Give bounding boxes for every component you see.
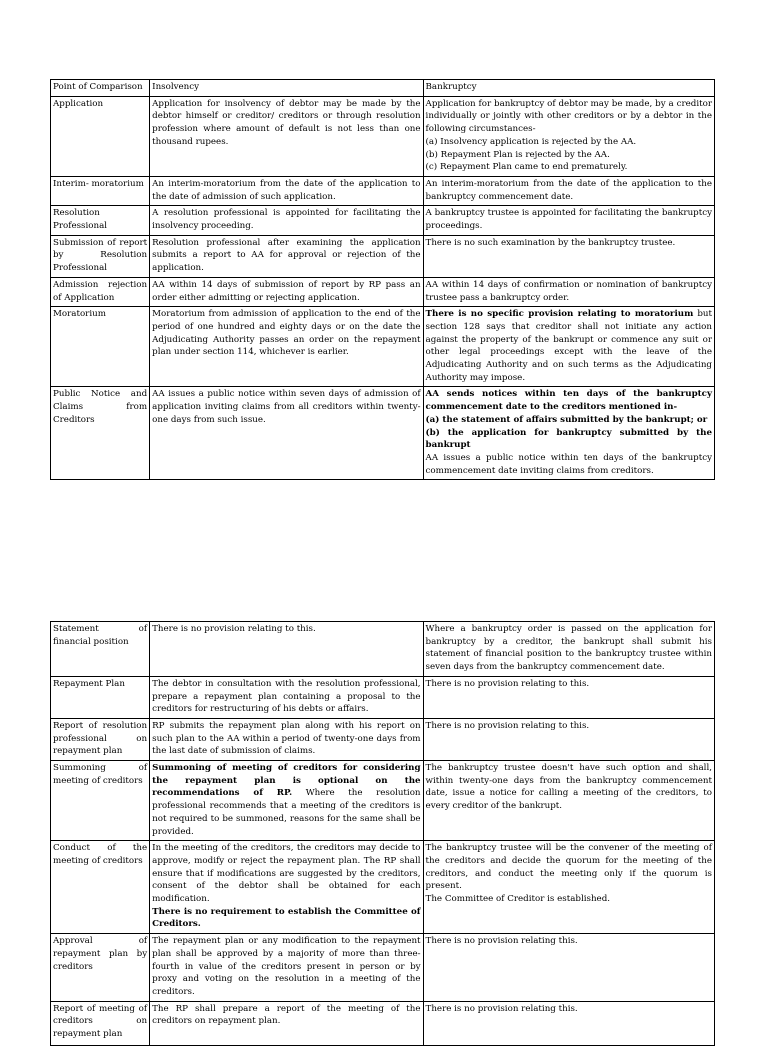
row-point: Report of meeting of creditors on repayment plan xyxy=(51,1001,150,1045)
row-point: Admission rejection of Application xyxy=(51,277,150,306)
bankruptcy-intro: Application for bankruptcy of debtor may be made, by a creditor individually or jointly with other creditors or by a debtor in the following circumstances- xyxy=(425,98,712,135)
row-point: Application xyxy=(51,96,150,176)
row-insolvency: Moratorium from admission of application to the end of the period of one hundred and eighty days or on the date the Adjudicating Authority passes an order on the repayment plan under section 114, whichever is earlier. xyxy=(150,307,423,387)
comparison-table-1 xyxy=(50,79,715,480)
row-bankruptcy: There is no such examination by the bankruptcy trustee. xyxy=(423,235,714,277)
table-row xyxy=(51,718,715,760)
table-row xyxy=(51,96,715,176)
row-bankruptcy xyxy=(423,841,714,934)
row-point: Approval of repayment plan by creditors xyxy=(51,934,150,1002)
row-point: Statement of financial position xyxy=(51,622,150,677)
bankruptcy-item: (c) Repayment Plan came to end prematurely. xyxy=(425,162,628,173)
row-point: Interim- moratorium xyxy=(51,176,150,205)
table-row xyxy=(51,307,715,387)
table-row xyxy=(51,841,715,934)
row-bankruptcy: An interim-moratorium from the date of the application to the bankruptcy commencement date. xyxy=(423,176,714,205)
table-row xyxy=(51,761,715,841)
bankruptcy-item: (b) Repayment Plan is rejected by the AA. xyxy=(425,149,610,160)
table-row xyxy=(51,1001,715,1045)
row-bankruptcy: Where a bankruptcy order is passed on the application for bankruptcy by a creditor, the bankrupt shall submit his statement of financial position to the bankruptcy trustee within seven days from the bankruptcy commencement date. xyxy=(423,622,714,677)
row-insolvency: There is no provision relating to this. xyxy=(150,622,423,677)
bankruptcy-text: but section 128 says that creditor shall not initiate any action against the property of the bankrupt or commence any suit or other legal proceedings except with the leave of the Adjudicating Authority and on such terms as the Adjudicating Authority may impose. xyxy=(425,309,712,383)
insolvency-text: In the meeting of the creditors, the creditors may decide to approve, modify or reject the repayment plan. The RP shall ensure that if modifications are suggested by the creditors, consent of the debtor shall be obtained for each modification. xyxy=(152,843,421,905)
table-row xyxy=(51,206,715,235)
bankruptcy-bold-text: There is no specific provision relating to moratorium xyxy=(425,309,694,320)
row-bankruptcy xyxy=(423,96,714,176)
header-bankruptcy: Bankruptcy xyxy=(423,80,714,97)
table-row xyxy=(51,676,715,718)
insolvency-bold-text: Summoning of meeting of creditors for considering the repayment plan is optional on the recommendations of RP. xyxy=(152,763,421,799)
row-point: Summoning of meeting of creditors xyxy=(51,761,150,841)
row-bankruptcy: There is no provision relating to this. xyxy=(423,676,714,718)
row-insolvency: The RP shall prepare a report of the meeting of the creditors on repayment plan. xyxy=(150,1001,423,1045)
table-row xyxy=(51,934,715,1002)
row-insolvency: The repayment plan or any modification to the repayment plan shall be approved by a majority of more than three-fourth in value of the creditors present in person or by proxy and voting on the resolution in a meeting of the creditors. xyxy=(150,934,423,1002)
table-header-row xyxy=(51,80,715,97)
table-row xyxy=(51,387,715,480)
row-point: Moratorium xyxy=(51,307,150,387)
row-bankruptcy: The bankruptcy trustee doesn't have such option and shall, within twenty-one days from the bankruptcy commencement date, issue a notice for calling a meeting of the creditors, to every creditor of the bankrupt. xyxy=(423,761,714,841)
table-row xyxy=(51,235,715,277)
insolvency-text: Where the resolution professional recommends that a meeting of the creditors is not required to be summoned, reasons for the same shall be provided. xyxy=(152,788,421,837)
table-row xyxy=(51,176,715,205)
table-row xyxy=(51,622,715,677)
row-point: Resolution Professional xyxy=(51,206,150,235)
row-bankruptcy xyxy=(423,387,714,480)
header-insolvency: Insolvency xyxy=(150,80,423,97)
bankruptcy-bold-text: AA sends notices within ten days of the bankruptcy commencement date to the creditors mentioned in- xyxy=(425,389,712,413)
row-insolvency: A resolution professional is appointed for facilitating the insolvency proceeding. xyxy=(150,206,423,235)
row-bankruptcy: AA within 14 days of confirmation or nomination of bankruptcy trustee pass a bankruptcy order. xyxy=(423,277,714,306)
row-insolvency: An interim-moratorium from the date of the application to the date of admission of such application. xyxy=(150,176,423,205)
row-insolvency: AA issues a public notice within seven days of admission of application inviting claims from all creditors within twenty-one days from such issue. xyxy=(150,387,423,480)
row-insolvency: RP submits the repayment plan along with his report on such plan to the AA within a period of twenty-one days from the last date of submission of claims. xyxy=(150,718,423,760)
bankruptcy-item: (a) Insolvency application is rejected by the AA. xyxy=(425,136,637,147)
bankruptcy-bold-text: (a) the statement of affairs submitted by the bankrupt; or xyxy=(425,414,708,425)
row-insolvency: Resolution professional after examining the application submits a report to AA for approval or rejection of the application. xyxy=(150,235,423,277)
row-bankruptcy: There is no provision relating this. xyxy=(423,1001,714,1045)
row-insolvency: Application for insolvency of debtor may be made by the debtor himself or creditor/ creditors or through resolution profession where amount of default is not less than one thousand rupees. xyxy=(150,96,423,176)
row-point: Public Notice and Claims from Creditors xyxy=(51,387,150,480)
row-point: Conduct of the meeting of creditors xyxy=(51,841,150,934)
row-insolvency xyxy=(150,841,423,934)
bankruptcy-text: The Committee of Creditor is established. xyxy=(425,894,611,905)
row-point: Submission of report by Resolution Professional xyxy=(51,235,150,277)
row-insolvency: The debtor in consultation with the resolution professional, prepare a repayment plan containing a proposal to the creditors for restructuring of his debts or affairs. xyxy=(150,676,423,718)
bankruptcy-text: The bankruptcy trustee will be the convener of the meeting of the creditors and decide the quorum for the meeting of the creditors, and conduct the meeting only if the quorum is present. xyxy=(425,843,712,892)
row-bankruptcy: There is no provision relating to this. xyxy=(423,718,714,760)
row-insolvency xyxy=(150,761,423,841)
row-bankruptcy xyxy=(423,307,714,387)
header-point: Point of Comparison xyxy=(51,80,150,97)
bankruptcy-bold-text: (b) the application for bankruptcy submitted by the bankrupt xyxy=(425,427,712,451)
row-insolvency: AA within 14 days of submission of report by RP pass an order either admitting or rejecting application. xyxy=(150,277,423,306)
row-point: Report of resolution professional on repayment plan xyxy=(51,718,150,760)
comparison-table-2 xyxy=(50,621,715,1046)
table-row xyxy=(51,277,715,306)
row-point: Repayment Plan xyxy=(51,676,150,718)
row-bankruptcy: There is no provision relating this. xyxy=(423,934,714,1002)
bankruptcy-text: AA issues a public notice within ten days of the bankruptcy commencement date inviting claims from creditors. xyxy=(425,452,712,476)
row-bankruptcy: A bankruptcy trustee is appointed for facilitating the bankruptcy proceedings. xyxy=(423,206,714,235)
insolvency-bold-text: There is no requirement to establish the Committee of Creditors. xyxy=(152,906,421,930)
